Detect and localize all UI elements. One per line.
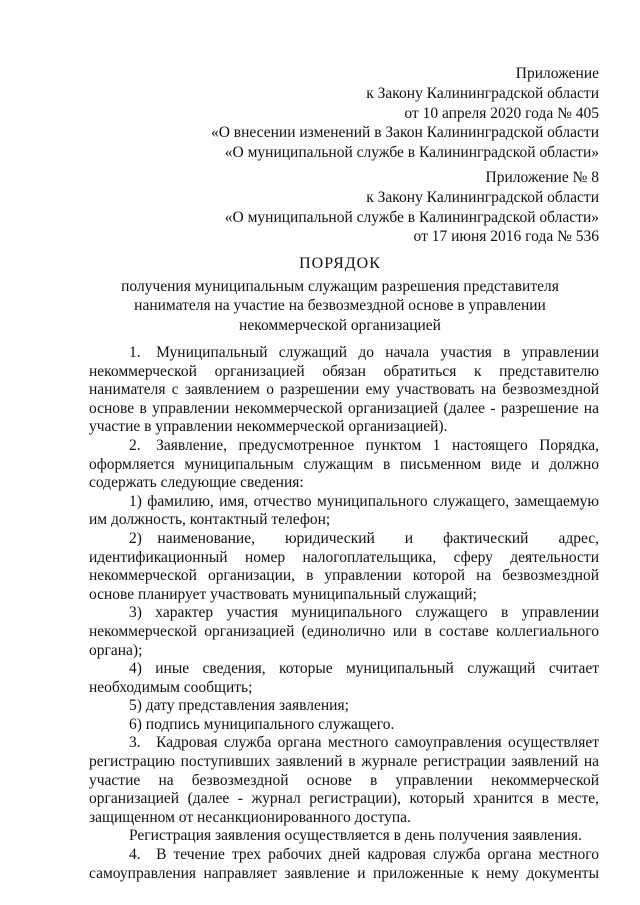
annex-header-line: «О внесении изменений в Закон Калининградской области (210, 124, 599, 142)
annex-header-line: от 17 июня 2016 года № 536 (413, 228, 599, 246)
body-paragraph-4: 4. В течение трех рабочих дней кадровая служба органа местного самоуправления направляет заявление и приложенные к нему документы (89, 846, 599, 882)
document-subtitle-line: некоммерческой организацией (239, 316, 441, 334)
document-subtitle-line: нанимателя на участие на безвозмездной основе в управлении (134, 297, 546, 315)
annex-header-2020 (180, 64, 599, 163)
document-title-block (100, 254, 580, 335)
body-list-item-4: 4) иные сведения, которые муниципальный служащий считает необходимым сообщить; (89, 660, 599, 696)
body-paragraph-registration: Регистрация заявления осуществляется в день получения заявления. (129, 827, 582, 845)
document-title: ПОРЯДОК (299, 255, 381, 272)
body-list-item-1: 1) фамилию, имя, отчество муниципального служащего, замещаемую им должность, контактный телефон; (89, 492, 599, 529)
body-list-item-2: 2) наименование, юридический и фактический адрес, идентификационный номер налогоплательщика, сферу деятельности некоммерческой организации, в управлении которой на безвозмездной основе планирует участвовать муниципальный служащий; (89, 529, 599, 603)
document-subtitle-line: получения муниципальным служащим разрешения представителя (121, 278, 559, 295)
annex-header-line: «О муниципальной службе в Калининградской области» (224, 208, 599, 226)
body-paragraph-1: 1. Муниципальный служащий до начала участия в управлении некоммерческой организацией обязан обратиться к представителю нанимателя с заявлением о разрешении ему участвовать на безвозмездной основе в управлении некоммерческой организацией (далее - разрешение на участие в управлении некоммерческой организацией). (89, 344, 599, 436)
body-list-item-6: 6) подпись муниципального служащего. (129, 715, 395, 733)
annex-header-line: «О муниципальной службе в Калининградской области» (224, 144, 599, 162)
annex-header-line: к Закону Калининградской области (366, 84, 599, 102)
body-paragraph-3: 3. Кадровая служба органа местного самоуправления осуществляет регистрацию поступивших заявлений в журнале регистрации заявлений на участие на безвозмездной основе в управлении некоммерческой организацией (далее - журнал регистрации), который хранится в месте, защищенном от несанкционированного доступа. (89, 734, 599, 826)
body-paragraph-2: 2. Заявление, предусмотренное пунктом 1 настоящего Порядка, оформляется муниципальным служащим в письменном виде и должно содержать следующие сведения: (89, 436, 599, 492)
annex-header-line: к Закону Калининградской области (366, 188, 599, 206)
annex-header-line: Приложение № 8 (485, 169, 599, 186)
body-list-item-5: 5) дату представления заявления; (129, 697, 349, 715)
annex-header-2016 (180, 168, 599, 247)
annex-header-line: Приложение (515, 65, 599, 82)
body-list-item-3: 3) характер участия муниципального служащего в управлении некоммерческой организацией (единолично или в составе коллегиального органа); (89, 604, 599, 659)
annex-header-line: от 10 апреля 2020 года № 405 (404, 104, 599, 122)
document-body (89, 344, 599, 883)
